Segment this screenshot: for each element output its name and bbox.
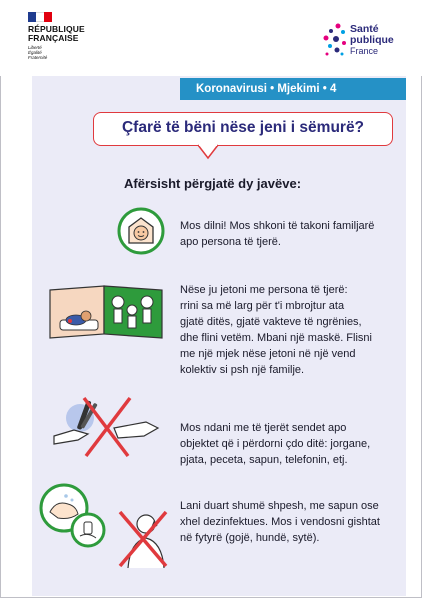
question-bubble xyxy=(93,112,393,146)
period-subtitle: Afërsisht përgjatë dy javëve: xyxy=(124,176,302,191)
header xyxy=(0,0,422,76)
item-2-text xyxy=(180,282,372,378)
sante-publique-france-logo xyxy=(322,22,402,66)
motto-1: Liberté xyxy=(28,45,42,50)
topic-banner: Koronavirusi • Mjekimi • 4 xyxy=(180,78,406,100)
republique-francaise-logo xyxy=(28,12,85,60)
no-sharing-icon xyxy=(48,394,160,458)
item-3-text xyxy=(180,420,370,468)
agency-name xyxy=(350,24,394,57)
agency-line3: France xyxy=(350,46,379,56)
item-3-line: Mos ndani me të tjerët sendet apo xyxy=(180,422,347,434)
republic-line1: RÉPUBLIQUE xyxy=(28,24,85,34)
motto-3: Fraternité xyxy=(28,55,48,60)
item-2-line: rrini sa më larg për t'i mbrojtur ata xyxy=(180,300,345,312)
item-1-line: Mos dilni! Mos shkoni të takoni familjarë xyxy=(180,220,375,232)
agency-line1: Santé xyxy=(350,23,379,35)
question-title: Çfarë të bëni nëse jeni i sëmurë? xyxy=(121,119,365,136)
item-3-line: pjata, peceta, sapun, telefonin, etj. xyxy=(180,454,348,466)
item-2-line: kolektiv si psh një familje. xyxy=(180,364,305,376)
handwashing-icon xyxy=(36,482,170,572)
agency-line2: publique xyxy=(350,34,394,46)
item-1-line: apo persona të tjerë. xyxy=(180,236,281,248)
item-1-text xyxy=(180,218,374,250)
item-2-line: me një mjek nëse jetoni në një vend xyxy=(180,348,356,360)
item-2-line: dhe flini vetëm. Mbani një maskë. Flisni xyxy=(180,332,372,344)
motto-2: Égalité xyxy=(28,50,42,55)
item-4-line: në fytyrë (gojë, hundë, sytë). xyxy=(180,532,320,544)
item-4-line: xhel dezinfektues. Mos i vendosni gishtat xyxy=(180,516,380,528)
item-2-line: gjatë ditës, gjatë vakteve të ngrënies, xyxy=(180,316,362,328)
house-icon xyxy=(117,207,165,255)
french-flag-icon xyxy=(28,12,52,22)
isolation-room-icon xyxy=(46,282,166,340)
item-4-text xyxy=(180,498,380,546)
speech-tail-icon xyxy=(196,144,222,160)
sante-publique-dots-icon xyxy=(322,22,350,62)
item-2-line: Nëse ju jetoni me persona të tjerë: xyxy=(180,284,348,296)
item-3-line: objektet që i përdorni çdo ditë: jorgane, xyxy=(180,438,371,450)
republic-line2: FRANÇAISE xyxy=(28,33,79,43)
item-4-line: Lani duart shumë shpesh, me sapun ose xyxy=(180,500,379,512)
